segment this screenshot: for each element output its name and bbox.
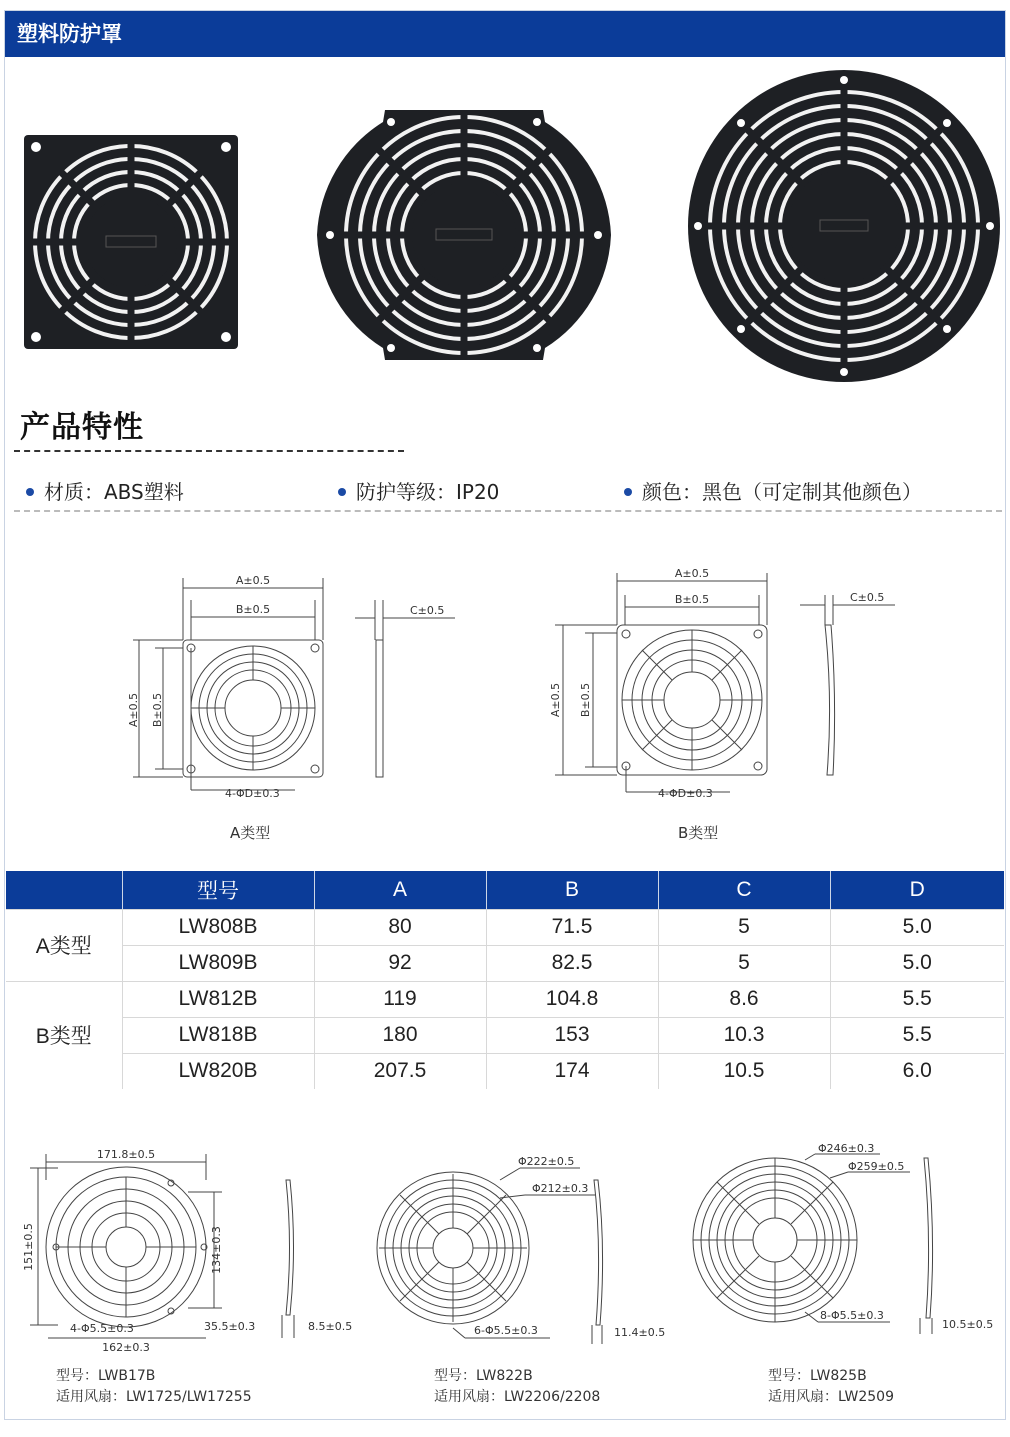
section-title-bar: 塑料防护罩 (5, 11, 1005, 57)
bullet-icon (624, 488, 632, 496)
photo-round-guard-medium (315, 104, 613, 366)
table-cell: 5 (658, 945, 830, 981)
table-cell: 207.5 (314, 1053, 486, 1089)
table-cell: 180 (314, 1017, 486, 1053)
drawing-a-label: A类型 (230, 824, 271, 842)
features-title: 产品特性 (20, 410, 144, 445)
table-cell: LW820B (122, 1053, 314, 1089)
table-row (6, 1053, 1004, 1089)
fan-label: 适用风扇：LW1725/LW17255 (56, 1389, 252, 1405)
drawing-b-label: B类型 (678, 824, 719, 842)
table-row (6, 1017, 1004, 1053)
dim-text: Φ212±0.3 (532, 1182, 589, 1195)
table-cell: 82.5 (486, 945, 658, 981)
model-label: 型号：LWB17B (56, 1368, 156, 1384)
dim-text: 10.5±0.5 (942, 1318, 994, 1331)
group-cell: B类型 (6, 981, 122, 1089)
dim-text: 8.5±0.5 (308, 1320, 353, 1333)
dim-text: 35.5±0.3 (204, 1320, 256, 1333)
dim-text: 8-Φ5.5±0.3 (820, 1309, 884, 1322)
table-cell: 6.0 (830, 1053, 1004, 1089)
drawing-lwb17b (18, 1140, 368, 1355)
drawing-type-a (125, 570, 465, 805)
group-cell: A类型 (6, 909, 122, 981)
section-divider (14, 510, 1002, 512)
table-cell: LW812B (122, 981, 314, 1017)
dim-a-inner: B±0.5 (235, 603, 271, 616)
dim-a-thick: C±0.5 (410, 604, 445, 617)
header-cell: D (830, 871, 1004, 909)
table-cell: 71.5 (486, 909, 658, 945)
dim-a-outer: A±0.5 (235, 574, 271, 587)
table-cell: 5.0 (830, 945, 1004, 981)
dim-b-outer-v: A±0.5 (549, 682, 562, 718)
dim-text: Φ222±0.5 (518, 1155, 575, 1168)
header-cell: C (658, 871, 830, 909)
photo-round-guard-large (686, 68, 1002, 384)
feature-material: 材质：ABS塑料 (26, 476, 184, 505)
table-row (6, 909, 1004, 945)
dim-text: 11.4±0.5 (614, 1326, 666, 1339)
dim-text: 171.8±0.5 (96, 1148, 156, 1161)
dim-b-thick: C±0.5 (850, 591, 885, 604)
fan-label: 适用风扇：LW2509 (768, 1389, 894, 1405)
drawing-type-b (545, 565, 905, 805)
dim-a-inner-v: B±0.5 (151, 692, 164, 728)
dim-b-outer: A±0.5 (674, 567, 710, 580)
fan-label: 适用风扇：LW2206/2208 (434, 1389, 601, 1405)
table-cell: 8.6 (658, 981, 830, 1017)
dim-text: Φ246±0.3 (818, 1142, 875, 1155)
model-label: 型号：LW822B (434, 1368, 533, 1384)
table-cell: 5.5 (830, 1017, 1004, 1053)
dim-text: 162±0.3 (102, 1341, 150, 1354)
caption-lw822b (434, 1366, 600, 1408)
table-cell: 174 (486, 1053, 658, 1089)
table-cell: 104.8 (486, 981, 658, 1017)
table-header-row (6, 871, 1004, 909)
caption-lw825b (768, 1366, 894, 1408)
table-row (6, 981, 1004, 1017)
drawing-lw825b (690, 1140, 1002, 1345)
table-cell: 5.0 (830, 909, 1004, 945)
feature-protection: 防护等级：IP20 (338, 476, 499, 505)
table-cell: 5 (658, 909, 830, 945)
dim-a-outer-v: A±0.5 (127, 692, 140, 728)
model-label: 型号：LW825B (768, 1368, 867, 1384)
table-cell: 10.5 (658, 1053, 830, 1089)
table-cell: 153 (486, 1017, 658, 1053)
features-divider (14, 450, 404, 452)
photo-square-guard (22, 133, 240, 351)
bullet-icon (338, 488, 346, 496)
table-cell: LW808B (122, 909, 314, 945)
dim-b-inner: B±0.5 (674, 593, 710, 606)
table-cell: 5.5 (830, 981, 1004, 1017)
dim-text: 6-Φ5.5±0.3 (474, 1324, 538, 1337)
table-cell: LW818B (122, 1017, 314, 1053)
header-cell: A (314, 871, 486, 909)
table-cell: 10.3 (658, 1017, 830, 1053)
table-cell: 80 (314, 909, 486, 945)
dim-b-hole: 4-ΦD±0.3 (658, 787, 713, 800)
dim-a-hole: 4-ΦD±0.3 (225, 787, 280, 800)
dim-text: Φ259±0.5 (848, 1160, 905, 1173)
bullet-icon (26, 488, 34, 496)
caption-lwb17b (56, 1366, 252, 1408)
dim-text: 4-Φ5.5±0.3 (70, 1322, 134, 1335)
header-cell: B (486, 871, 658, 909)
feature-color: 颜色：黑色（可定制其他颜色） (624, 476, 922, 505)
drawing-lw822b (370, 1150, 680, 1350)
spec-table (6, 871, 1004, 1089)
table-row (6, 945, 1004, 981)
dim-text: 134±0.3 (210, 1226, 223, 1274)
header-cell (6, 871, 122, 909)
dim-b-inner-v: B±0.5 (579, 682, 592, 718)
table-cell: LW809B (122, 945, 314, 981)
header-cell: 型号 (122, 871, 314, 909)
table-cell: 119 (314, 981, 486, 1017)
dim-text: 151±0.5 (22, 1223, 35, 1271)
table-cell: 92 (314, 945, 486, 981)
